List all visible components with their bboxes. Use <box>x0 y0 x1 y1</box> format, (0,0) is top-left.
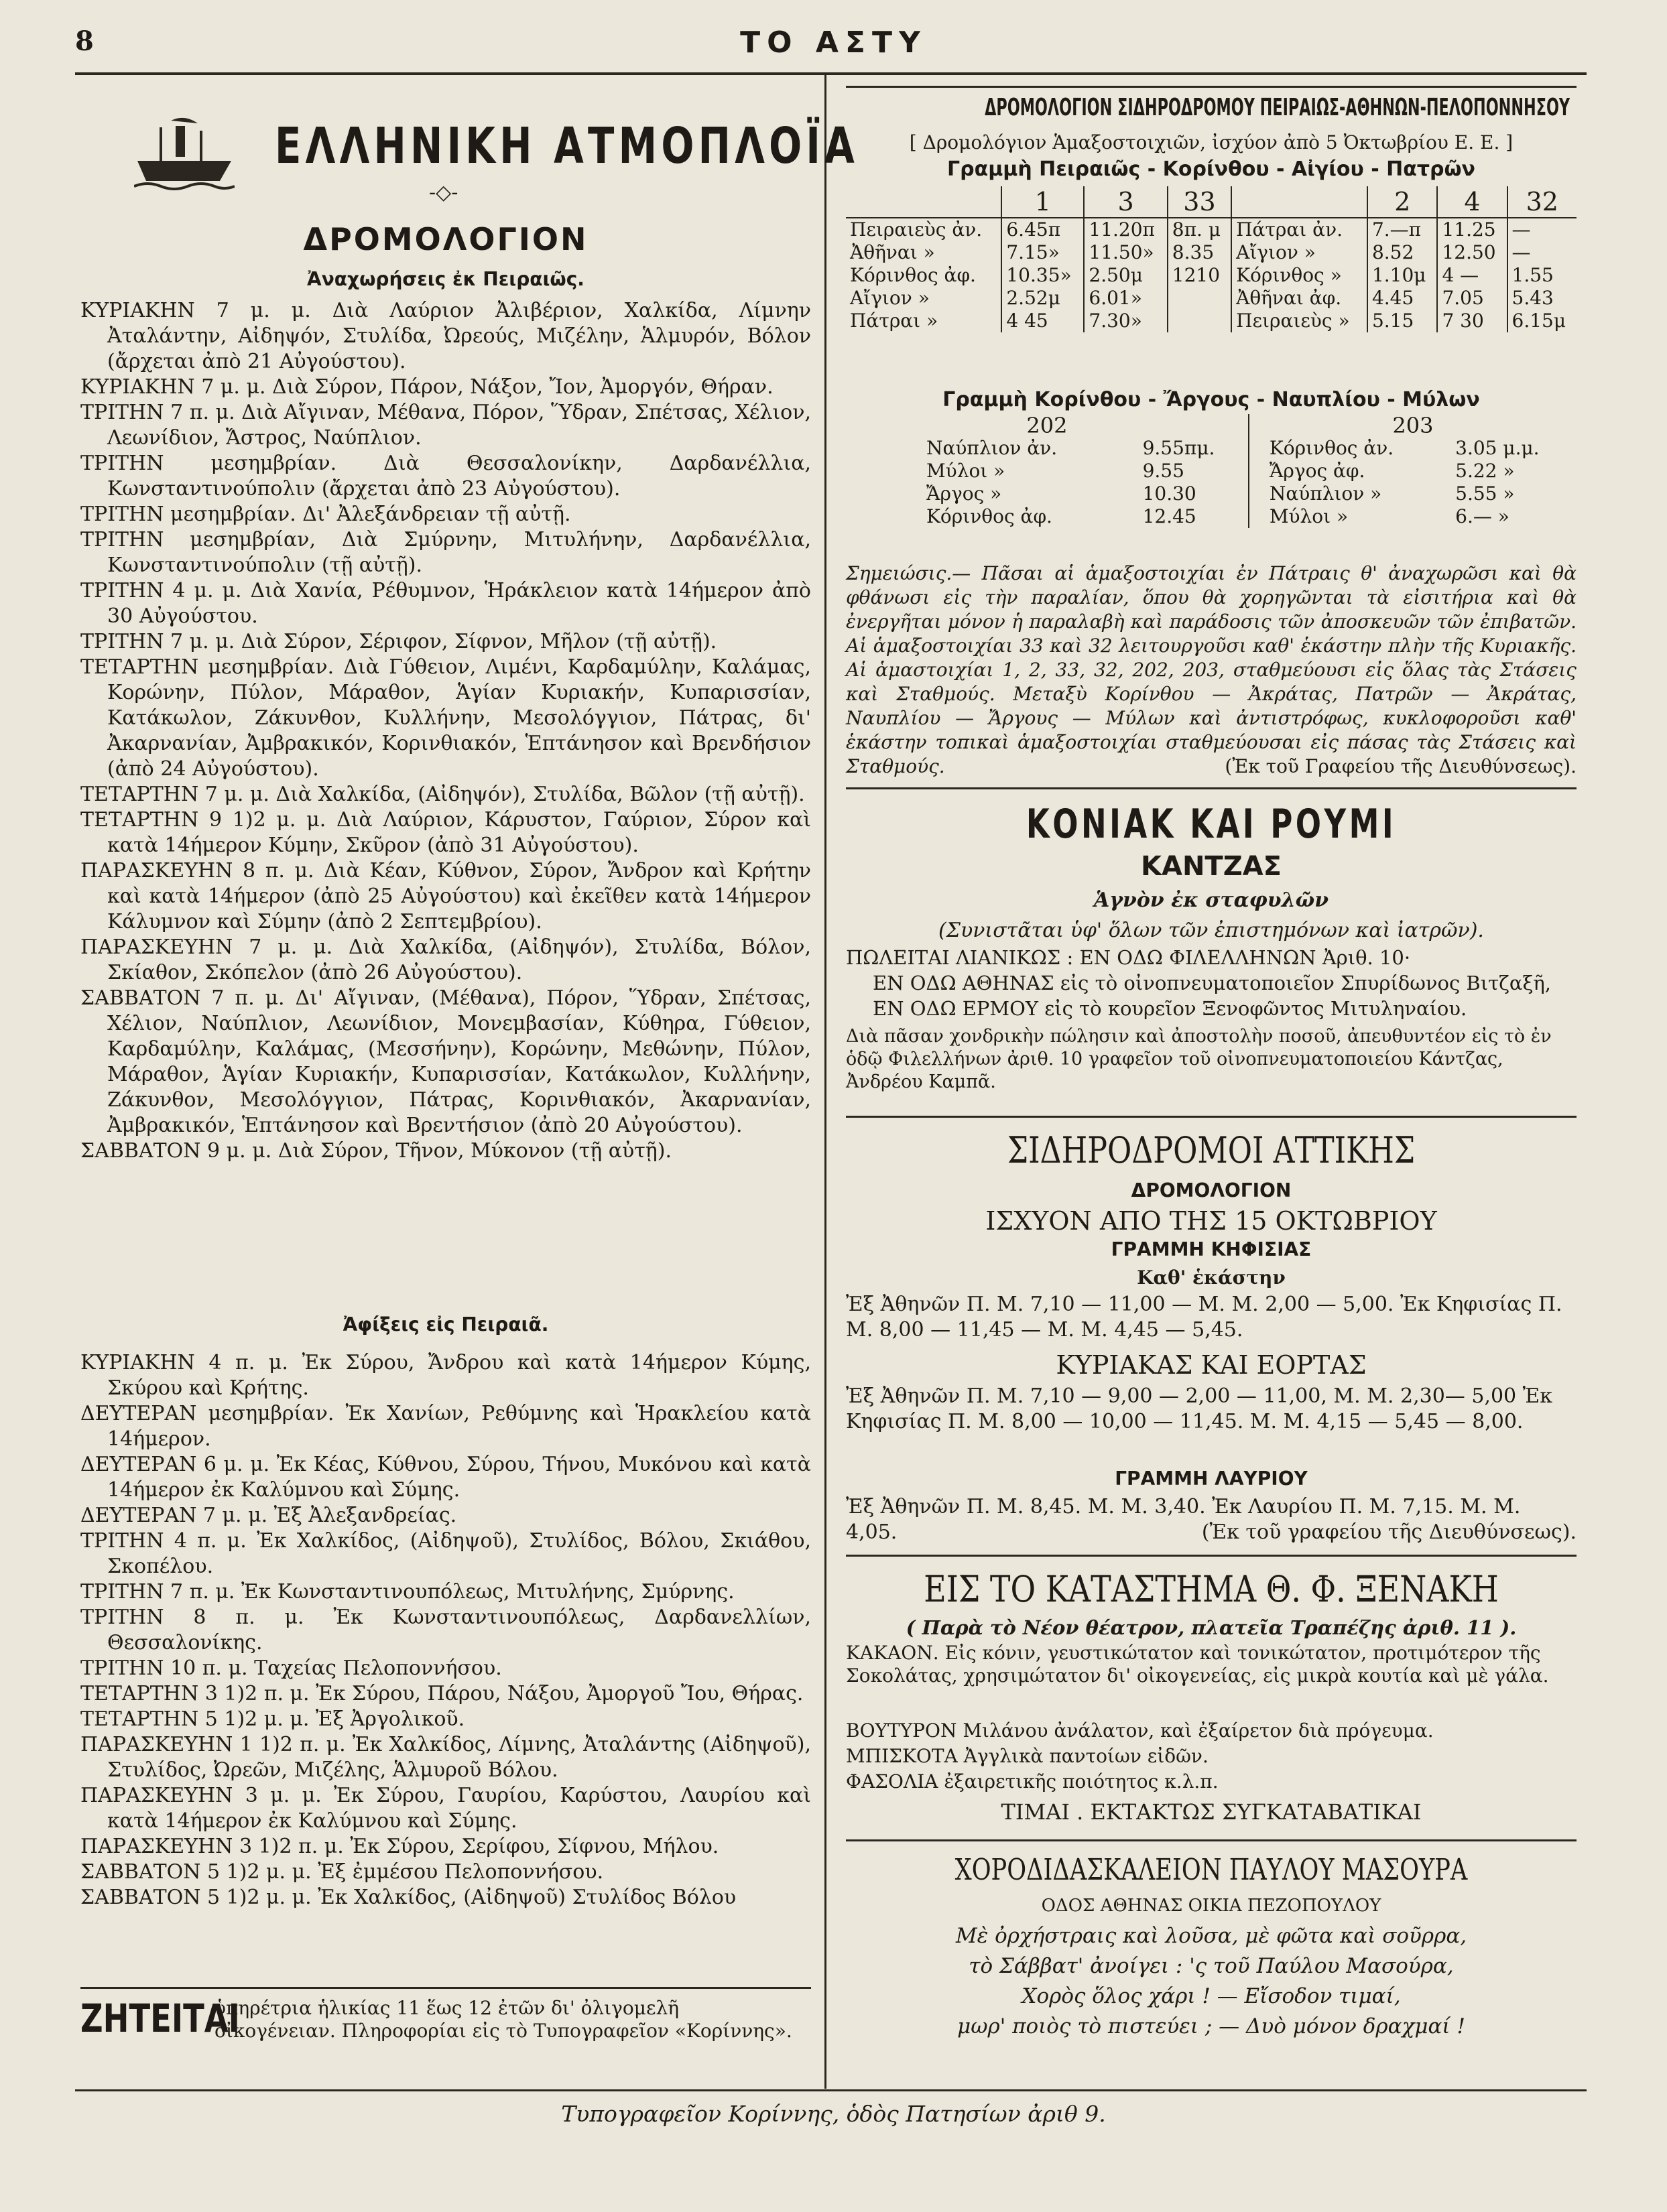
timetable-cell: Ναύπλιον ἀν. <box>926 437 1058 459</box>
cognac-title: ΚΟΝΙΑΚ ΚΑΙ ΡΟΥΜΙ <box>1026 801 1397 848</box>
cognac-tagline: Ἁγνὸν ἐκ σταφυλῶν <box>1093 889 1329 912</box>
timetable-cell: Ἀθῆναι » <box>850 241 935 263</box>
rule <box>846 787 1577 789</box>
timetable-cell: 3 <box>1084 186 1167 218</box>
timetable-cell: Πειραιεὺς » <box>1231 310 1367 332</box>
rail-title: ΔΡΟΜΟΛΟΓΙΟΝ ΣΙΔΗΡΟΔΡΟΜΟΥ ΠΕΙΡΑΙΩΣ-ΑΘΗΝΩΝ-ΠΕΛΟΠΟΝΝΗΣΟΥ <box>985 94 1570 121</box>
schedule-entry: ΤΕΤΑΡΤΗΝ 7 μ. μ. Διὰ Χαλκίδα, (Αἰδηψόν), Στυλίδα, Βῶλον (τῇ αὐτῇ). <box>80 783 805 806</box>
company-title: ΕΛΛΗΝΙΚΗ ΑΤΜΟΠΛΟΪΑ <box>275 117 859 175</box>
timetable-row <box>846 218 1577 241</box>
timetable-cell: 7 30 <box>1437 310 1507 332</box>
timetable-cell: 8.52 <box>1367 241 1438 264</box>
schedule-entry: ΣΑΒΒΑΤΟΝ 9 μ. μ. Διὰ Σύρον, Τῆνον, Μύκονον (τῇ αὐτῇ). <box>80 1139 672 1163</box>
rail-notes-source: (Ἐκ τοῦ Γραφείου τῆς Διευθύνσεως). <box>1225 755 1577 777</box>
timetable-row <box>846 310 1577 332</box>
schedule-entry: ΣΑΒΒΑΤΟΝ 5 1)2 μ. μ. Ἐξ ἐμμέσου Πελοποννήσου. <box>80 1860 604 1884</box>
timetable-cell: 5.22 » <box>1455 460 1515 482</box>
timetable-cell: 10.35» <box>1001 264 1084 287</box>
timetable-cell: Ἄργος » <box>926 482 1002 505</box>
timetable-cell: 11.20π <box>1084 218 1167 241</box>
rail-notes: Σημειώσις.— Πᾶσαι αἱ ἁμαξοστοιχίαι ἐν Πάτραις θ' ἀναχωρῶσι καὶ θὰ φθάνωσι εἰς τὴν παραλίαν, ὅπου θὰ χορηγῶνται τὰ εἰσιτήρια καὶ θὰ ἐνεργῆται μόνον ἡ παραλαβὴ καὶ παράδοσις τῶν ἀποσκευῶν τῶν ἐπιβατῶν. Αἱ ἁμαξοστοιχίαι 33 καὶ 32 λειτουργοῦσι καθ' ἑκάστην πλὴν τῆς Κυριακῆς. Αἱ ἁμαστοιχίαι 1, 2, 33, 32, 202, 203, σταθμεύουσι εἰς ὅλας τὰς Στάσεις καὶ Σταθμούς. Μεταξὺ Κορίνθου — Ἀκράτας, Πατρῶν — Ἀκράτας, Ναυπλίου — Ἄργους — Μύλων καὶ ἀντιστρόφως, κυκλοφοροῦσι καθ' ἑκάστην τοπικαὶ ἁμαξοστοιχίαι σταθμεύουσαι εἰς πάσας τὰς Στάσεις καὶ Σταθμούς. <box>846 562 1577 777</box>
timetable-cell: 6.— » <box>1455 505 1509 527</box>
schedule-entry: ΔΕΥΤΕΡΑΝ 6 μ. μ. Ἐκ Κέας, Κύθνου, Σύρου, Τήνου, Μυκόνου καὶ κατὰ 14ήμερον ἐκ Καλύμνου καὶ Σύμης. <box>80 1453 811 1502</box>
schedule-entry: ΣΑΒΒΑΤΟΝ 5 1)2 μ. μ. Ἐκ Χαλκίδος, (Αἰδηψοῦ) Στυλίδος Βόλου <box>80 1886 737 1909</box>
timetable-cell: Κόρινθος ἀφ. <box>926 505 1052 527</box>
butter-ad: ΒΟΥΤΥΡΟΝ Μιλάνου ἀνάλατον, καὶ ἐξαίρετον διὰ πρόγευμα. <box>846 1719 1434 1742</box>
schedule-entry: ΤΡΙΤΗΝ μεσημβρίαν, Διὰ Σμύρνην, Μιτυλήνην, Δαρδανέλλια, Κωνσταντινούπολιν (τῇ αὐτῇ). <box>80 528 811 577</box>
dance-school-address: ΟΔΟΣ ΑΘΗΝΑΣ ΟΙΚΙΑ ΠΕΖΟΠΟΥΛΟΥ <box>1041 1896 1381 1916</box>
timetable-cell <box>846 186 1001 218</box>
timetable-cell: 1.55 <box>1507 264 1577 287</box>
rail-timetable-2 <box>846 414 1577 528</box>
ornament: -◇- <box>429 181 458 204</box>
schedule-entry: ΤΡΙΤΗΝ 7 π. μ. Ἐκ Κωνσταντινουπόλεως, Μιτυλήνης, Σμύρνης. <box>80 1580 735 1604</box>
schedule-entry: ΚΥΡΙΑΚΗΝ 4 π. μ. Ἐκ Σύρου, Ἄνδρου καὶ κατὰ 14ήμερον Κύμης, Σκύρου καὶ Κρήτης. <box>80 1351 811 1400</box>
top-rule <box>75 72 1587 75</box>
timetable-cell: 7.30» <box>1084 310 1167 332</box>
timetable-row <box>846 460 1577 482</box>
kifisia-line: ΓΡΑΜΜΗ ΚΗΦΙΣΙΑΣ <box>1111 1238 1312 1260</box>
verse-2: τὸ Σάββατ' ἀνοίγει : 'ς τοῦ Παύλου Μασούρα, <box>969 1954 1454 1978</box>
cognac-recommendation: (Συνιστᾶται ὑφ' ὅλων τῶν ἐπιστημόνων καὶ ἰατρῶν). <box>938 919 1484 942</box>
schedule-entry: ΤΕΤΑΡΤΗΝ 3 1)2 π. μ. Ἐκ Σύρου, Πάρου, Νάξου, Ἀμοργοῦ Ἴου, Θήρας. <box>80 1682 804 1705</box>
xenakis-title: ΕΙΣ ΤΟ ΚΑΤΑΣΤΗΜΑ Θ. Φ. ΞΕΝΑΚΗ <box>924 1568 1499 1610</box>
departures-title: Ἀναχωρήσεις ἐκ Πειραιῶς. <box>307 268 584 290</box>
timetable-cell: 4.45 <box>1367 287 1438 310</box>
newspaper-title: ΤΟ ΑΣΤΥ <box>740 25 927 60</box>
timetable-cell: 32 <box>1507 186 1577 218</box>
timetable-cell: 3.05 μ.μ. <box>1455 437 1540 459</box>
timetable-row <box>846 505 1577 528</box>
rail-subtitle: [ Δρομολόγιον Ἁμαξοστοιχιῶν, ἰσχύον ἀπὸ 5 Ὀκτωβρίου Ε. Ε. ] <box>909 131 1514 153</box>
timetable-cell: 2.52μ <box>1001 287 1084 310</box>
lavrio-source: (Ἐκ τοῦ γραφείου τῆς Διευθύνσεως). <box>1201 1520 1577 1544</box>
timetable-cell: 7.15» <box>1001 241 1084 264</box>
schedule-entry: ΤΡΙΤΗΝ 7 π. μ. Διὰ Αἴγιναν, Μέθανα, Πόρον, Ὕδραν, Σπέτσας, Χέλιον, Λεωνίδιον, Ἄστρος, Ναύπλιον. <box>80 401 811 450</box>
timetable-cell: 5.15 <box>1367 310 1438 332</box>
timetable-cell: 11.50» <box>1084 241 1167 264</box>
page-number: 8 <box>75 25 94 57</box>
timetable-cell: Κόρινθος » <box>1231 264 1367 287</box>
timetable-cell: 11.25 <box>1437 218 1507 241</box>
wanted-text: ὑπηρέτρια ἡλικίας 11 ἕως 12 ἐτῶν δι' ὀλιγομελῆ οἰκογένειαν. Πληροφορίαι εἰς τὸ Τυπογραφεῖον «Κορίννης». <box>214 1997 792 2042</box>
schedule-entry: ΤΡΙΤΗΝ 7 μ. μ. Διὰ Σύρον, Σέριφον, Σίφνον, Μῆλον (τῇ αὐτῇ). <box>80 630 717 653</box>
arrivals-list <box>80 1350 811 1910</box>
rule <box>846 1116 1577 1118</box>
schedule-entry: ΤΕΤΑΡΤΗΝ μεσημβρίαν. Διὰ Γύθειον, Λιμένι, Καρδαμύλην, Καλάμας, Κορώνην, Πύλον, Μάραθον, Ἁγίαν Κυριακήν, Κυπαρισσίαν, Κατάκωλον, Ζάκυνθον, Κυλλήνην, Μεσολόγγιον, Πάτρας, δι' Ἀκαρνανίαν, Ἀμβρακικόν, Κορινθιακόν, Ἑπτάνησον καὶ Βρενδήσιον (ἀπὸ 24 Αὐγούστου). <box>80 655 811 781</box>
timetable-cell: 12.50 <box>1437 241 1507 264</box>
departures-list <box>80 298 811 1164</box>
timetable-cell: 33 <box>1168 186 1231 218</box>
attica-title: ΣΙΔΗΡΟΔΡΟΜΟΙ ΑΤΤΙΚΗΣ <box>1007 1129 1416 1171</box>
timetable-cell: 1210 <box>1168 264 1231 287</box>
schedule-entry: ΠΑΡΑΣΚΕΥΗΝ 7 μ. μ. Διὰ Χαλκίδα, (Αἰδηψόν), Στυλίδα, Βόλον, Σκίαθον, Σκόπελον (ἀπὸ 26 Αὐγούστου). <box>80 935 811 984</box>
schedule-entry: ΔΕΥΤΕΡΑΝ 7 μ. μ. Ἐξ Ἀλεξανδρείας. <box>80 1504 457 1527</box>
schedule-entry: ΠΑΡΑΣΚΕΥΗΝ 3 μ. μ. Ἐκ Σύρου, Γαυρίου, Καρύστου, Λαυρίου καὶ κατὰ 14ήμερον ἐκ Καλύμνου καὶ Σύμης. <box>80 1784 811 1833</box>
timetable-cell: 202 <box>1026 413 1068 438</box>
verse-4: μωρ' ποιὸς τὸ πιστεύει ; — Δυὸ μόνον δραχμαί ! <box>957 2014 1465 2038</box>
schedule-entry: ΚΥΡΙΑΚΗΝ 7 μ. μ. Διὰ Λαύριον Ἀλιβέριον, Χαλκίδα, Λίμνην Ἀταλάντην, Αἰδηψόν, Στυλίδα, Ὠρεούς, Μιζέλην, Ἁλμυρόν, Βόλον (ἄρχεται ἀπὸ 21 Αὐγούστου). <box>80 299 811 373</box>
wanted-headline: ΖΗΤΕΙΤΑΙ <box>80 1996 240 2041</box>
timetable-cell: 7.—π <box>1367 218 1438 241</box>
timetable-cell: 8.35 <box>1168 241 1231 264</box>
schedule-entry: ΚΥΡΙΑΚΗΝ 7 μ. μ. Διὰ Σύρον, Πάρον, Νάξον, Ἴον, Ἀμοργόν, Θήραν. <box>80 375 774 399</box>
schedule-entry: ΤΕΤΑΡΤΗΝ 9 1)2 μ. μ. Διὰ Λαύριον, Κάρυστον, Γαύριον, Σύρον καὶ κατὰ 14ήμερον Κύμην, Σκῦρον (ἀπὸ 31 Αὐγούστου). <box>80 808 811 857</box>
timetable-cell: 1 <box>1001 186 1084 218</box>
timetable-cell: Ἄργος ἀφ. <box>1249 460 1451 482</box>
timetable-cell: 9.55 <box>1142 460 1184 482</box>
timetable-cell: Αἴγιον » <box>850 287 930 309</box>
rail-timetable-1 <box>846 186 1577 332</box>
timetable-cell: Ἀθῆναι ἀφ. <box>1231 287 1367 310</box>
timetable-row <box>846 287 1577 310</box>
rule <box>846 1555 1577 1557</box>
arrivals-title: Ἀφίξεις εἰς Πειραιᾶ. <box>343 1313 549 1336</box>
verse-1: Μὲ ὀρχήστραις καὶ λοῦσα, μὲ φῶτα καὶ σοῦρρα, <box>955 1924 1467 1948</box>
rule <box>846 86 1577 88</box>
timetable-cell: 5.55 » <box>1455 482 1515 505</box>
timetable-row <box>846 482 1577 505</box>
timetable-cell: 6.45π <box>1001 218 1084 241</box>
timetable-cell: 203 <box>1249 414 1577 437</box>
timetable-cell: Πειραιεὺς ἀν. <box>850 218 983 241</box>
column-rule <box>824 75 826 2089</box>
schedule-heading: ΔΡΟΜΟΛΟΓΙΟΝ <box>303 221 589 257</box>
cognac-line-2: ΕΝ ΟΔΩ ΑΘΗΝΑΣ εἰς τὸ οἰνοπνευματοποιεῖον Σπυρίδωνος Βιτζαξῆ, <box>873 972 1552 994</box>
daily-label: Καθ' ἑκάστην <box>1137 1266 1286 1289</box>
rail-line-2: Γραμμὴ Κορίνθου - Ἄργους - Ναυπλίου - Μύλων <box>942 388 1480 411</box>
timetable-cell <box>1231 186 1367 218</box>
schedule-entry: ΤΡΙΤΗΝ 4 μ. μ. Διὰ Χανία, Ρέθυμνον, Ἡράκλειον κατὰ 14ήμερον ἀπὸ 30 Αὐγούστου. <box>80 579 811 628</box>
schedule-entry: ΔΕΥΤΕΡΑΝ μεσημβρίαν. Ἐκ Χανίων, Ρεθύμνης καὶ Ἡρακλείου κατὰ 14ήμερον. <box>80 1402 811 1451</box>
rule <box>846 1839 1577 1841</box>
cognac-line-3: ΕΝ ΟΔΩ ΕΡΜΟΥ εἰς τὸ κουρεῖον Ξενοφῶντος Μιτυληναίου. <box>873 997 1467 1020</box>
schedule-entry: ΠΑΡΑΣΚΕΥΗΝ 3 1)2 π. μ. Ἐκ Σύρου, Σερίφου, Σίφνου, Μήλου. <box>80 1835 719 1858</box>
rail-notes-block <box>846 562 1577 779</box>
timetable-cell: 10.30 <box>1142 482 1196 505</box>
rail-line-1: Γραμμὴ Πειραιῶς - Κορίνθου - Αἰγίου - Πατρῶν <box>947 157 1475 181</box>
timetable-cell: 12.45 <box>1142 505 1196 527</box>
cognac-line-1: ΠΩΛΕΙΤΑΙ ΛΙΑΝΙΚΩΣ : ΕΝ ΟΔΩ ΦΙΛΕΛΛΗΝΩΝ Ἀριθ. 10· <box>846 946 1411 969</box>
biscuits-ad: ΜΠΙΣΚΟΤΑ Ἀγγλικὰ παντοίων εἰδῶν. <box>846 1745 1209 1767</box>
sundays-times: Ἐξ Ἀθηνῶν Π. Μ. 7,10 — 9,00 — 2,00 — 11,00, Μ. Μ. 2,30— 5,00 Ἐκ Κηφισίας Π. Μ. 8,00 — 10,00 — 11,45. Μ. Μ. 4,15 — 5,45 — 8,00. <box>846 1384 1552 1433</box>
schedule-entry: ΤΡΙΤΗΝ 4 π. μ. Ἐκ Χαλκίδος, (Αἰδηψοῦ), Στυλίδος, Βόλου, Σκιάθου, Σκοπέλου. <box>80 1529 811 1578</box>
timetable-cell: 5.43 <box>1507 287 1577 310</box>
cognac-brand: ΚΑΝΤΖΑΣ <box>1141 851 1282 882</box>
lavrio-times: Ἐξ Ἀθηνῶν Π. Μ. 8,45. Μ. Μ. 3,40. Ἐκ Λαυρίου Π. Μ. 7,15. Μ. Μ. 4,05. <box>846 1495 1521 1544</box>
timetable-cell: 6.01» <box>1084 287 1167 310</box>
attica-valid-from: ΙΣΧΥΟΝ ΑΠΟ ΤΗΣ 15 ΟΚΤΩΒΡΙΟΥ <box>985 1206 1437 1236</box>
timetable-row <box>846 264 1577 287</box>
timetable-cell: Κόρινθος ἀφ. <box>850 264 976 286</box>
timetable-cell: — <box>1507 218 1577 241</box>
schedule-entry: ΠΑΡΑΣΚΕΥΗΝ 1 1)2 π. μ. Ἐκ Χαλκίδος, Λίμνης, Ἀταλάντης (Αἰδηψοῦ), Στυλίδος, Ὠρεῶν, Μιζέλης, Ἁλμυροῦ Βόλου. <box>80 1733 811 1782</box>
printer-footer: Τυπογραφεῖον Κορίννης, ὁδὸς Πατησίων ἀριθ 9. <box>561 2101 1106 2127</box>
wanted-ad <box>80 1987 811 2048</box>
dance-school-title: ΧΟΡΟΔΙΔΑΣΚΑΛΕΙΟΝ ΠΑΥΛΟΥ ΜΑΣΟΥΡΑ <box>954 1853 1468 1887</box>
schedule-entry: ΤΡΙΤΗΝ 10 π. μ. Ταχείας Πελοποννήσου. <box>80 1656 502 1680</box>
timetable-cell: 2 <box>1367 186 1438 218</box>
schedule-entry: ΠΑΡΑΣΚΕΥΗΝ 8 π. μ. Διὰ Κέαν, Κύθνον, Σύρον, Ἄνδρον καὶ Κρήτην καὶ κατὰ 14ήμερον (ἀπὸ 25 Αὐγούστου) καὶ ἐκεῖθεν κατὰ 14ήμερον Κάλυμνον καὶ Σύμην (ἀπὸ 2 Σεπτεμβρίου). <box>80 859 811 933</box>
timetable-cell: 4 45 <box>1001 310 1084 332</box>
beans-ad: ΦΑΣΟΛΙΑ ἐξαιρετικῆς ποιότητος κ.λ.π. <box>846 1770 1219 1793</box>
lavrio-line: ΓΡΑΜΜΗ ΛΑΥΡΙΟΥ <box>1115 1468 1308 1490</box>
steamship-icon <box>134 114 235 194</box>
timetable-cell: Ναύπλιον » <box>1249 482 1451 505</box>
timetable-row <box>846 241 1577 264</box>
schedule-entry: ΤΕΤΑΡΤΗΝ 5 1)2 μ. μ. Ἐξ Ἀργολικοῦ. <box>80 1707 465 1731</box>
timetable-cell: Πάτραι » <box>850 310 938 332</box>
timetable-cell: Αἴγιον » <box>1231 241 1367 264</box>
timetable-cell: 1.10μ <box>1367 264 1438 287</box>
timetable-cell: 6.15μ <box>1507 310 1577 332</box>
attica-schedule: ΔΡΟΜΟΛΟΓΙΟΝ <box>1131 1179 1292 1201</box>
schedule-entry: ΤΡΙΤΗΝ μεσημβρίαν. Διὰ Θεσσαλονίκην, Δαρδανέλλια, Κωνσταντινούπολιν (ἄρχεται ἀπὸ 23 Αὐγούστου). <box>80 452 811 501</box>
timetable-cell: 7.05 <box>1437 287 1507 310</box>
daily-times: Ἐξ Ἀθηνῶν Π. Μ. 7,10 — 11,00 — Μ. Μ. 2,00 — 5,00. Ἐκ Κηφισίας Π. Μ. 8,00 — 11,45 — Μ. Μ. 4,45 — 5,45. <box>846 1293 1562 1342</box>
timetable-cell: 2.50μ <box>1084 264 1167 287</box>
schedule-entry: ΣΑΒΒΑΤΟΝ 7 π. μ. Δι' Αἴγιναν, (Μέθανα), Πόρον, Ὕδραν, Σπέτσας, Χέλιον, Ναύπλιον, Λεωνίδιον, Μονεμβασίαν, Κύθηρα, Γύθειον, Καρδαμύλην, Καλάμας, (Μεσσήνην), Κορώνην, Μεθώνην, Πύλον, Μάραθον, Ἁγίαν Κυριακήν, Κυπαρισσίαν, Κατάκωλον, Κυλλήνην, Ζάκυνθον, Μεσολόγγιον, Πάτρας, Κορινθιακόν, Ἀκαρνανίαν, Ἀμβρακικόν, Ἑπτάνησον καὶ Βρεντήσιον (ἀπὸ 20 Αὐγούστου). <box>80 986 811 1137</box>
timetable-cell <box>1168 310 1231 332</box>
prices-note: ΤΙΜΑΙ . ΕΚΤΑΚΤΩΣ ΣΥΓΚΑΤΑΒΑΤΙΚΑΙ <box>1001 1799 1422 1825</box>
bottom-rule <box>75 2089 1587 2091</box>
timetable-row <box>846 437 1577 460</box>
sundays-heading: ΚΥΡΙΑΚΑΣ ΚΑΙ ΕΟΡΤΑΣ <box>1056 1350 1367 1380</box>
timetable-cell: — <box>1507 241 1577 264</box>
cocoa-ad: ΚΑΚΑΟΝ. Εἰς κόνιν, γευστικώτατον καὶ τονικώτατον, προτιμότερον τῆς Σοκολάτας, χρησιμώτατον δι' οἰκογενείας, εἰς μικρὰ κουτία καὶ μὲ γάλα. <box>846 1642 1549 1687</box>
timetable-cell: 4 — <box>1437 264 1507 287</box>
timetable-cell: 8π. μ <box>1168 218 1231 241</box>
verse-3: Χορὸς ὅλος χάρι ! — Εἴσοδον τιμαί, <box>1022 1984 1401 2008</box>
timetable-cell: Μύλοι » <box>1249 505 1451 528</box>
timetable-cell: 4 <box>1437 186 1507 218</box>
schedule-entry: ΤΡΙΤΗΝ μεσημβρίαν. Δι' Ἀλεξάνδρειαν τῇ αὐτῇ. <box>80 503 571 526</box>
timetable-cell: Κόρινθος ἀν. <box>1249 437 1451 460</box>
timetable-cell: Μύλοι » <box>926 460 1005 482</box>
schedule-entry: ΤΡΙΤΗΝ 8 π. μ. Ἐκ Κωνσταντινουπόλεως, Δαρδανελλίων, Θεσσαλονίκης. <box>80 1606 811 1654</box>
timetable-cell <box>1168 287 1231 310</box>
timetable-cell: Πάτραι ἀν. <box>1231 218 1367 241</box>
timetable-cell: 9.55πμ. <box>1142 437 1215 459</box>
xenakis-address: ( Παρὰ τὸ Νέον θέατρον, πλατεῖα Τραπέζης ἀριθ. 11 ). <box>906 1616 1517 1639</box>
cognac-wholesale: Διὰ πᾶσαν χονδρικὴν πώλησιν καὶ ἀποστολὴν ποσοῦ, ἀπευθυντέον εἰς τὸ ἐν ὁδῷ Φιλελλήνων ἀριθ. 10 γραφεῖον τοῦ οἰνοπνευματοποιείου Κάντζας, Ἀνδρέου Καμπᾶ. <box>846 1026 1552 1092</box>
